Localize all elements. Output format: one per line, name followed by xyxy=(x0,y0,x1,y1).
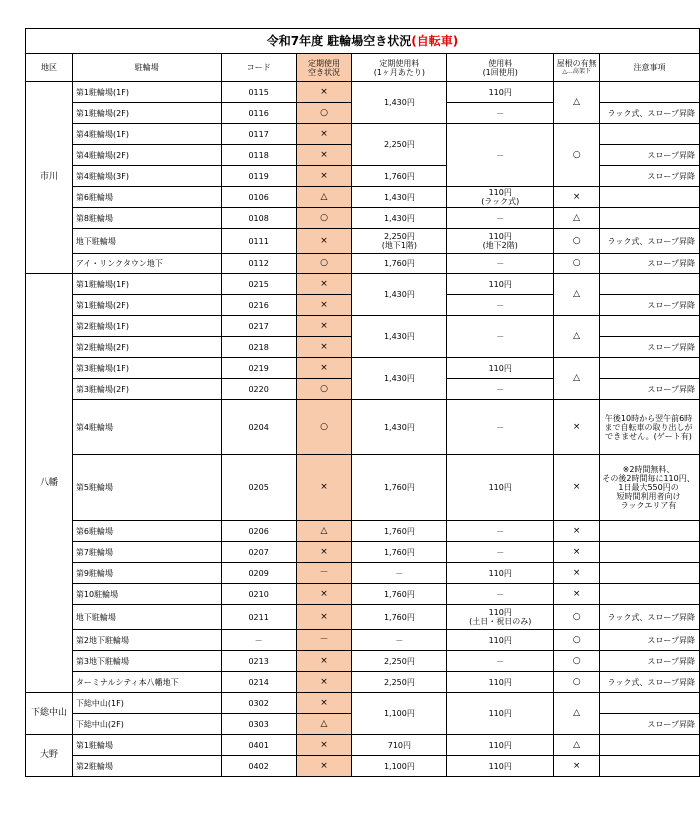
roof-cell: △ xyxy=(554,82,600,124)
notes-cell: スロープ昇降 xyxy=(600,166,700,187)
status-cell: × xyxy=(296,756,352,777)
status-cell: × xyxy=(296,124,352,145)
table-row xyxy=(26,521,700,542)
table-row xyxy=(26,124,700,145)
parking-code: 0206 xyxy=(221,521,296,542)
notes-cell xyxy=(600,735,700,756)
header-roof: 屋根の有無 △…高架下 xyxy=(554,54,600,82)
status-cell: × xyxy=(296,693,352,714)
status-cell: × xyxy=(296,274,352,295)
parking-code: 0116 xyxy=(221,103,296,124)
notes-cell xyxy=(600,358,700,379)
roof-cell: ○ xyxy=(554,229,600,254)
notes-cell xyxy=(600,208,700,229)
monthly-fee: 1,430円 xyxy=(352,358,447,400)
parking-name: 第4駐輪場(3F) xyxy=(72,166,221,187)
parking-code: 0112 xyxy=(221,254,296,274)
notes-cell: スロープ昇降 xyxy=(600,145,700,166)
notes-cell: ラック式、スロープ昇降 xyxy=(600,229,700,254)
single-fee: 110円 xyxy=(447,563,554,584)
single-fee: 110円 xyxy=(447,672,554,693)
status-cell: × xyxy=(296,145,352,166)
table-row xyxy=(26,756,700,777)
roof-cell: △ xyxy=(554,693,600,735)
parking-code: 0209 xyxy=(221,563,296,584)
area-ichikawa: 市川 xyxy=(26,82,73,274)
parking-name: 第1駐輪場(2F) xyxy=(72,295,221,316)
status-cell: × xyxy=(296,605,352,630)
table-row xyxy=(26,672,700,693)
area-yawata: 八幡 xyxy=(26,274,73,693)
monthly-fee: 1,760円 xyxy=(352,455,447,521)
status-cell: ○ xyxy=(296,379,352,400)
notes-cell: スロープ昇降 xyxy=(600,651,700,672)
parking-name: 地下駐輪場 xyxy=(72,229,221,254)
page-title xyxy=(26,29,700,54)
single-fee: 110円 xyxy=(447,756,554,777)
parking-name: 第4駐輪場(2F) xyxy=(72,145,221,166)
parking-name: 第3地下駐輪場 xyxy=(72,651,221,672)
table-row xyxy=(26,735,700,756)
parking-code: 0106 xyxy=(221,187,296,208)
single-fee: － xyxy=(447,316,554,358)
parking-name: 第1駐輪場 xyxy=(72,735,221,756)
roof-cell: × xyxy=(554,756,600,777)
status-cell: × xyxy=(296,651,352,672)
status-cell: △ xyxy=(296,521,352,542)
status-cell: ○ xyxy=(296,208,352,229)
monthly-fee: － xyxy=(352,630,447,651)
area-ono: 大野 xyxy=(26,735,73,777)
monthly-fee: 1,100円 xyxy=(352,756,447,777)
roof-cell: ○ xyxy=(554,605,600,630)
parking-name: 第1駐輪場(2F) xyxy=(72,103,221,124)
roof-cell: × xyxy=(554,542,600,563)
parking-code: 0108 xyxy=(221,208,296,229)
parking-availability-table xyxy=(25,28,700,777)
table-row xyxy=(26,254,700,274)
status-cell: × xyxy=(296,735,352,756)
notes-cell xyxy=(600,693,700,714)
parking-code: 0220 xyxy=(221,379,296,400)
parking-name: 下総中山(1F) xyxy=(72,693,221,714)
notes-cell xyxy=(600,124,700,145)
parking-code: 0217 xyxy=(221,316,296,337)
table-row xyxy=(26,358,700,379)
single-fee: 110円 xyxy=(447,358,554,379)
roof-cell: △ xyxy=(554,358,600,400)
status-cell: ○ xyxy=(296,400,352,455)
parking-name: 地下駐輪場 xyxy=(72,605,221,630)
parking-name: 下総中山(2F) xyxy=(72,714,221,735)
notes-cell xyxy=(600,521,700,542)
single-fee: － xyxy=(447,208,554,229)
table-row xyxy=(26,316,700,337)
monthly-fee: 1,760円 xyxy=(352,605,447,630)
monthly-fee: － xyxy=(352,563,447,584)
table-row xyxy=(26,651,700,672)
parking-name: 第2駐輪場 xyxy=(72,756,221,777)
parking-name: 第4駐輪場(1F) xyxy=(72,124,221,145)
monthly-fee: 1,430円 xyxy=(352,316,447,358)
roof-cell: × xyxy=(554,455,600,521)
parking-name: 第7駐輪場 xyxy=(72,542,221,563)
notes-cell: スロープ昇降 xyxy=(600,630,700,651)
monthly-fee: 2,250円 xyxy=(352,651,447,672)
notes-cell xyxy=(600,563,700,584)
roof-cell: × xyxy=(554,400,600,455)
parking-name: 第8駐輪場 xyxy=(72,208,221,229)
notes-cell xyxy=(600,274,700,295)
single-fee: － xyxy=(447,124,554,187)
header-name: 駐輪場 xyxy=(72,54,221,82)
monthly-fee: 1,760円 xyxy=(352,584,447,605)
roof-cell: △ xyxy=(554,735,600,756)
status-cell: × xyxy=(296,358,352,379)
parking-code: 0118 xyxy=(221,145,296,166)
parking-name: アイ・リンクタウン地下 xyxy=(72,254,221,274)
parking-code: 0117 xyxy=(221,124,296,145)
single-fee: 110円 xyxy=(447,455,554,521)
monthly-fee: 1,100円 xyxy=(352,693,447,735)
title-main: 令和7年度 駐輪場空き状況 xyxy=(266,33,412,48)
monthly-fee: 1,760円 xyxy=(352,542,447,563)
area-shimousa-nakayama: 下総中山 xyxy=(26,693,73,735)
single-fee: － xyxy=(447,521,554,542)
notes-cell: スロープ昇降 xyxy=(600,379,700,400)
table-row xyxy=(26,82,700,103)
header-single: 使用料 (1回使用) xyxy=(447,54,554,82)
table-row xyxy=(26,693,700,714)
status-cell: × xyxy=(296,229,352,254)
status-cell: × xyxy=(296,337,352,358)
notes-cell: 午後10時から翌午前6時 まで自転車の取り出しが できません。(ゲート有) xyxy=(600,400,700,455)
single-fee: 110円 xyxy=(447,693,554,735)
table-row xyxy=(26,542,700,563)
status-cell: × xyxy=(296,316,352,337)
parking-name: 第4駐輪場 xyxy=(72,400,221,455)
status-cell: × xyxy=(296,672,352,693)
parking-code: 0207 xyxy=(221,542,296,563)
notes-cell xyxy=(600,584,700,605)
table-row xyxy=(26,187,700,208)
single-fee: 110円 xyxy=(447,274,554,295)
header-code: コード xyxy=(221,54,296,82)
single-fee: － xyxy=(447,254,554,274)
parking-name: 第6駐輪場 xyxy=(72,187,221,208)
parking-code: 0119 xyxy=(221,166,296,187)
monthly-fee: 1,760円 xyxy=(352,521,447,542)
parking-name: 第1駐輪場(1F) xyxy=(72,82,221,103)
monthly-fee: 1,430円 xyxy=(352,208,447,229)
roof-cell: △ xyxy=(554,316,600,358)
single-fee: 110円 (地下2階) xyxy=(447,229,554,254)
title-highlight: (自転車) xyxy=(411,33,459,48)
status-cell: × xyxy=(296,82,352,103)
parking-code: 0218 xyxy=(221,337,296,358)
status-cell: × xyxy=(296,295,352,316)
notes-cell xyxy=(600,316,700,337)
parking-name: 第10駐輪場 xyxy=(72,584,221,605)
status-cell: ○ xyxy=(296,103,352,124)
notes-cell: スロープ昇降 xyxy=(600,714,700,735)
monthly-fee: 1,430円 xyxy=(352,82,447,124)
table-row xyxy=(26,274,700,295)
status-cell: △ xyxy=(296,714,352,735)
single-fee: － xyxy=(447,651,554,672)
monthly-fee: 1,760円 xyxy=(352,254,447,274)
roof-cell: × xyxy=(554,521,600,542)
notes-cell xyxy=(600,756,700,777)
notes-cell: ※2時間無料、 その後2時間毎に110円、 1日最大550円の 短時間利用者向け ラックエリア有 xyxy=(600,455,700,521)
single-fee: － xyxy=(447,379,554,400)
notes-cell: スロープ昇降 xyxy=(600,254,700,274)
monthly-fee: 1,760円 xyxy=(352,166,447,187)
parking-code: － xyxy=(221,630,296,651)
monthly-fee: 2,250円 (地下1階) xyxy=(352,229,447,254)
parking-name: ターミナルシティ本八幡地下 xyxy=(72,672,221,693)
parking-code: 0205 xyxy=(221,455,296,521)
table-row xyxy=(26,229,700,254)
single-fee: － xyxy=(447,103,554,124)
monthly-fee: 710円 xyxy=(352,735,447,756)
parking-name: 第2地下駐輪場 xyxy=(72,630,221,651)
monthly-fee: 1,430円 xyxy=(352,187,447,208)
parking-code: 0214 xyxy=(221,672,296,693)
parking-code: 0204 xyxy=(221,400,296,455)
parking-name: 第2駐輪場(1F) xyxy=(72,316,221,337)
single-fee: 110円 xyxy=(447,735,554,756)
table-row xyxy=(26,208,700,229)
single-fee: － xyxy=(447,542,554,563)
roof-cell: ○ xyxy=(554,254,600,274)
table-row xyxy=(26,605,700,630)
parking-name: 第6駐輪場 xyxy=(72,521,221,542)
parking-code: 0216 xyxy=(221,295,296,316)
parking-name: 第2駐輪場(2F) xyxy=(72,337,221,358)
status-cell: × xyxy=(296,455,352,521)
parking-name: 第9駐輪場 xyxy=(72,563,221,584)
single-fee: 110円 (土日・祝日のみ) xyxy=(447,605,554,630)
parking-name: 第5駐輪場 xyxy=(72,455,221,521)
parking-code: 0402 xyxy=(221,756,296,777)
parking-code: 0213 xyxy=(221,651,296,672)
monthly-fee: 1,430円 xyxy=(352,274,447,316)
table-row xyxy=(26,563,700,584)
notes-cell: ラック式、スロープ昇降 xyxy=(600,103,700,124)
roof-cell: × xyxy=(554,584,600,605)
roof-cell: × xyxy=(554,187,600,208)
parking-name: 第3駐輪場(2F) xyxy=(72,379,221,400)
monthly-fee: 2,250円 xyxy=(352,672,447,693)
single-fee: － xyxy=(447,584,554,605)
status-cell: ○ xyxy=(296,254,352,274)
notes-cell: スロープ昇降 xyxy=(600,295,700,316)
single-fee: 110円 xyxy=(447,82,554,103)
header-notes: 注意事項 xyxy=(600,54,700,82)
header-row xyxy=(26,54,700,82)
notes-cell xyxy=(600,187,700,208)
table-row xyxy=(26,584,700,605)
header-monthly: 定期使用料 (1ヶ月あたり) xyxy=(352,54,447,82)
monthly-fee: 1,430円 xyxy=(352,400,447,455)
parking-code: 0302 xyxy=(221,693,296,714)
table-row xyxy=(26,630,700,651)
status-cell: × xyxy=(296,166,352,187)
notes-cell xyxy=(600,82,700,103)
monthly-fee: 2,250円 xyxy=(352,124,447,166)
roof-cell: ○ xyxy=(554,124,600,187)
parking-code: 0111 xyxy=(221,229,296,254)
parking-code: 0115 xyxy=(221,82,296,103)
notes-cell: ラック式、スロープ昇降 xyxy=(600,605,700,630)
roof-cell: ○ xyxy=(554,672,600,693)
status-cell: － xyxy=(296,563,352,584)
notes-cell: スロープ昇降 xyxy=(600,337,700,358)
parking-code: 0211 xyxy=(221,605,296,630)
notes-cell xyxy=(600,542,700,563)
parking-name: 第1駐輪場(1F) xyxy=(72,274,221,295)
status-cell: △ xyxy=(296,187,352,208)
status-cell: － xyxy=(296,630,352,651)
single-fee: － xyxy=(447,295,554,316)
roof-cell: ○ xyxy=(554,630,600,651)
single-fee: 110円 (ラック式) xyxy=(447,187,554,208)
roof-cell: △ xyxy=(554,274,600,316)
single-fee: － xyxy=(447,400,554,455)
parking-code: 0401 xyxy=(221,735,296,756)
status-cell: × xyxy=(296,542,352,563)
roof-cell: △ xyxy=(554,208,600,229)
table-row xyxy=(26,400,700,455)
single-fee: 110円 xyxy=(447,630,554,651)
status-cell: × xyxy=(296,584,352,605)
parking-code: 0219 xyxy=(221,358,296,379)
parking-code: 0210 xyxy=(221,584,296,605)
header-status: 定期使用 空き状況 xyxy=(296,54,352,82)
roof-cell: ○ xyxy=(554,651,600,672)
parking-code: 0215 xyxy=(221,274,296,295)
parking-name: 第3駐輪場(1F) xyxy=(72,358,221,379)
table-row xyxy=(26,455,700,521)
roof-cell: × xyxy=(554,563,600,584)
parking-code: 0303 xyxy=(221,714,296,735)
header-area: 地区 xyxy=(26,54,73,82)
notes-cell: ラック式、スロープ昇降 xyxy=(600,672,700,693)
